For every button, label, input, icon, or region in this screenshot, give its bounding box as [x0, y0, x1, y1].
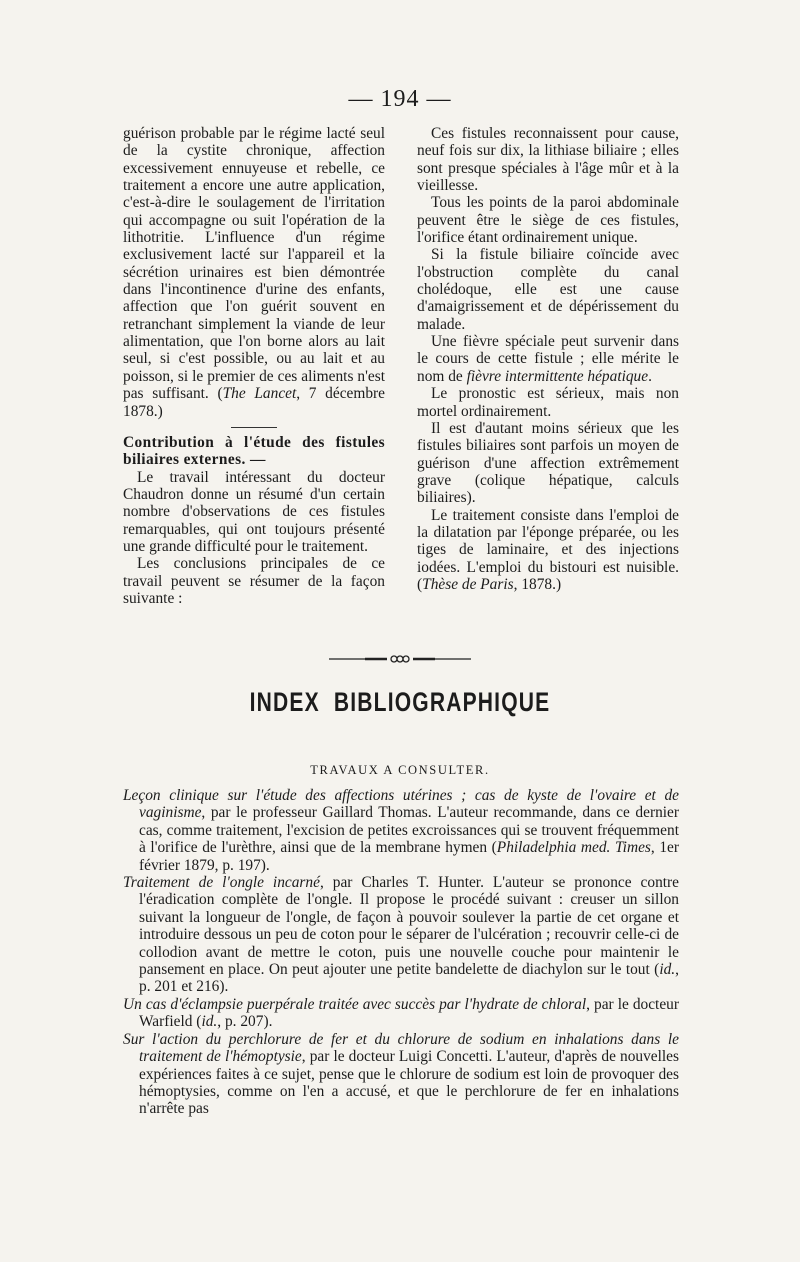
right-column	[417, 125, 679, 593]
right-paragraph-5: Le pronostic est sérieux, mais non mortel ordinairement.	[417, 385, 679, 420]
left-paragraph-2: Le travail intéressant du docteur Chaudron donne un résumé d'un certain nombre d'observations de ces fistules remarquables, qui ont toujours présenté une grande difficulté pour le traitement.	[123, 468, 385, 555]
index-title: INDEX BIBLIOGRAPHIQUE	[249, 687, 551, 717]
right-paragraph-6: Il est d'autant moins sérieux que les fistules biliaires sont parfois un moyen de guérison d'une affection extrêmement grave (colique hépatique, calculs biliaires).	[417, 419, 679, 507]
left-paragraph-3: Les conclusions principales de ce travail peuvent se résumer de la façon suivante :	[123, 555, 385, 607]
section-subtitle: Contribution à l'étude des fistules biliaires externes. —	[123, 433, 385, 469]
bibliography-entry: Leçon clinique sur l'étude des affections utérines ; cas de kyste de l'ovaire et de vaginisme, par le professeur Gaillard Thomas. L'auteur recommande, dans ce dernier cas, comme traitement, l'excision de petites excroissances qui se trouvent fréquemment à l'orifice de l'urèthre, ainsi que de la membrane hymen (Philadelphia med. Times, 1er février 1879, p. 197).	[123, 787, 679, 874]
left-paragraph-1: guérison probable par le régime lacté seul de la cystite chronique, affection excessivement ennuyeuse et rebelle, ce traitement a encore une autre application, c'est-à-dire le soulagement de l'irritation qui accompagne ou suit l'opération de la lithotritie. L'influence d'un régime exclusivement lacté sur l'appareil et la sécrétion urinaires est bien démontrée dans l'incontinence d'urine des enfants, affection que l'on guérit souvent en retranchant simplement la viande de leur alimentation, que l'on borne alors au lait seul, si c'est possible, ou au lait et au poisson, si le premier de ces aliments n'est pas suffisant. (The Lancet, 7 décembre 1878.)	[123, 125, 385, 420]
section-divider	[231, 427, 277, 428]
page-number: — 194 —	[348, 86, 452, 112]
ornamental-separator	[325, 654, 475, 664]
bibliography-entry: Sur l'action du perchlorure de fer et du chlorure de sodium en inhalations dans le traitement de l'hémoptysie, par le docteur Luigi Concetti. L'auteur, d'après de nouvelles expériences faites à ce sujet, pense que le chlorure de sodium est loin de provoquer des hémoptysies, comme on l'en a accusé, et que le perchlorure de fer en inhalations n'arrête pas	[123, 1030, 679, 1118]
section-heading: TRAVAUX A CONSULTER.	[310, 763, 490, 777]
bibliography-entry: Un cas d'éclampsie puerpérale traitée avec succès par l'hydrate de chloral, par le docteur Warfield (id., p. 207).	[123, 995, 679, 1031]
right-paragraph-2: Tous les points de la paroi abdominale peuvent être le siège de ces fistules, l'orifice étant ordinairement unique.	[417, 194, 679, 247]
left-column	[123, 125, 385, 607]
bibliography	[123, 787, 679, 1118]
right-paragraph-1: Ces fistules reconnaissent pour cause, neuf fois sur dix, la lithiase biliaire ; elles sont presque spéciales à l'âge mûr et à la vieillesse.	[417, 125, 679, 195]
source-citation: The Lancet	[222, 385, 297, 403]
right-paragraph-7: Le traitement consiste dans l'emploi de la dilatation par l'éponge préparée, ou les tiges de laminaire, et des injections iodées. L'emploi du bistouri est nuisible. (Thèse de Paris, 1878.)	[417, 506, 679, 593]
bibliography-entry: Traitement de l'ongle incarné, par Charles T. Hunter. L'auteur se prononce contre l'éradication complète de l'ongle. Il propose le procédé suivant : creuser un sillon suivant la longueur de l'ongle, de façon à pouvoir soulever la partie de cet organe et introduire dessous un peu de coton pour le séparer de l'ulcération ; recouvrir celle-ci de collodion avant de mettre le coton, puis une nouvelle couche pour maintenir le pansement en place. On peut ajouter une petite bandelette de diachylon sur le tout (id., p. 201 et 216).	[123, 874, 679, 996]
right-paragraph-3: Si la fistule biliaire coïncide avec l'obstruction complète du canal cholédoque, elle est une cause d'amaigrissement et de dépérissement du malade.	[417, 246, 679, 333]
right-paragraph-4: Une fièvre spéciale peut survenir dans le cours de cette fistule ; elle mérite le nom de fièvre intermittente hépatique.	[417, 333, 679, 385]
